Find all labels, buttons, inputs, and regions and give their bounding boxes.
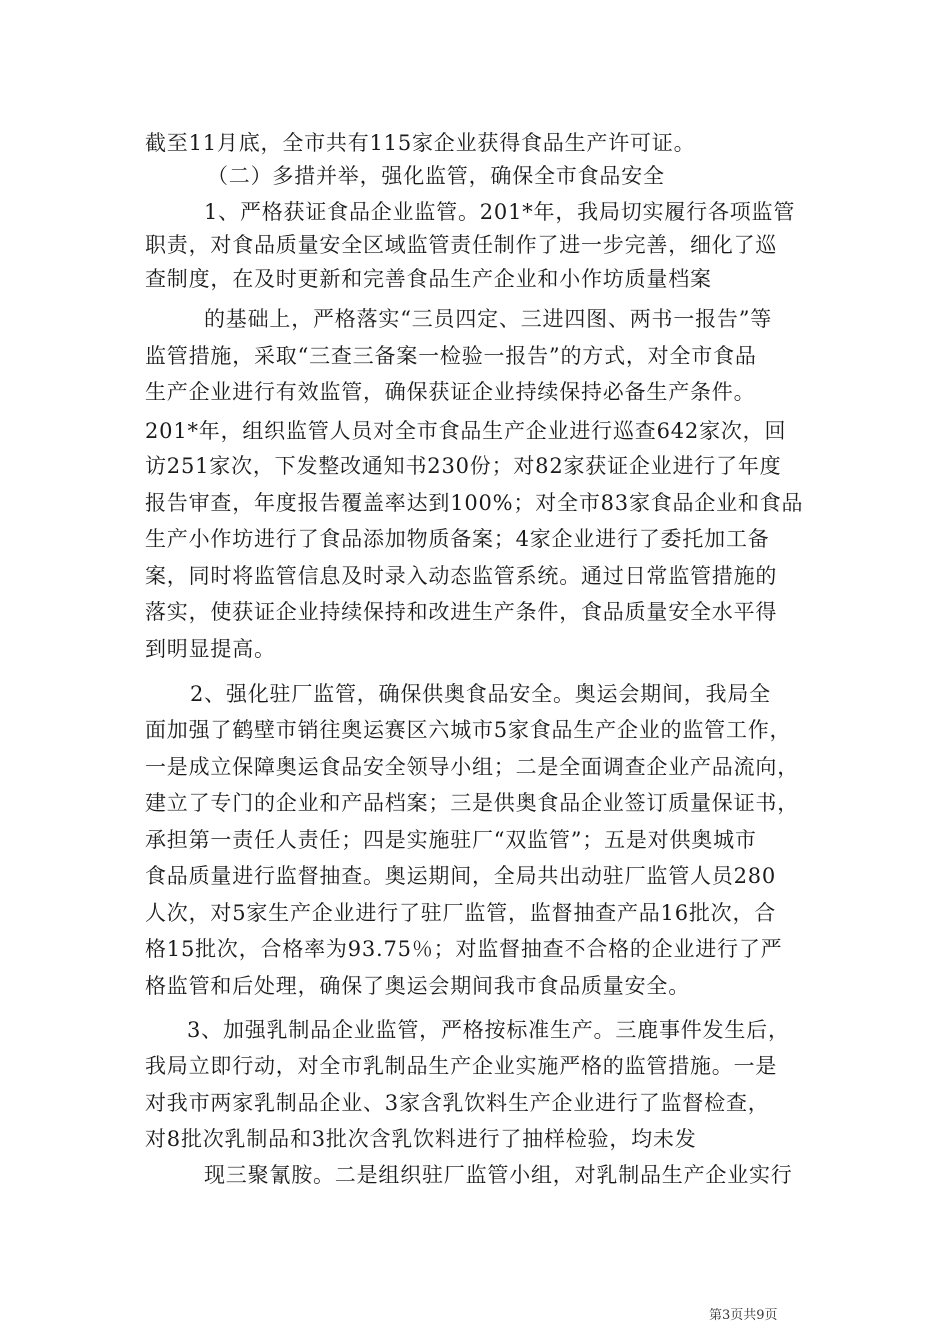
text-line: 报告审查，年度报告覆盖率达到100%；对全市83家食品企业和食品 [145, 491, 804, 515]
text-line: 职责，对食品质量安全区域监管责任制作了进一步完善，细化了巡 [145, 233, 778, 257]
text-line: 监管措施，采取“三查三备案一检验一报告”的方式，对全市食品 [145, 344, 757, 368]
text-line: 案，同时将监管信息及时录入动态监管系统。通过日常监管措施的 [145, 564, 778, 588]
text-line: 201*年，组织监管人员对全市食品生产企业进行巡查642家次，回 [145, 419, 787, 443]
text-line: 截至11月底，全市共有115家企业获得食品生产许可证。 [145, 131, 696, 155]
text-line: 建立了专门的企业和产品档案；三是供奥食品企业签订质量保证书， [145, 791, 799, 815]
text-line: 格15批次，合格率为93.75％；对监督抽查不合格的企业进行了严 [145, 937, 783, 961]
page-number: 第3页共9页 [709, 1308, 778, 1323]
text-line: 人次，对5家生产企业进行了驻厂监管，监督抽查产品16批次，合 [145, 901, 777, 925]
text-line: 1、严格获证食品企业监管。201*年，我局切实履行各项监管 [204, 200, 796, 224]
text-line: 2、强化驻厂监管，确保供奥食品安全。奥运会期间，我局全 [190, 682, 771, 706]
text-line: 落实，使获证企业持续保持和改进生产条件，食品质量安全水平得 [145, 600, 778, 624]
text-line: 3、加强乳制品企业监管，严格按标准生产。三鹿事件发生后， [187, 1018, 790, 1042]
text-line: 生产小作坊进行了食品添加物质备案；4家企业进行了委托加工备 [145, 527, 770, 551]
text-line: 我局立即行动，对全市乳制品生产企业实施严格的监管措施。一是 [145, 1054, 778, 1078]
section-heading: （二）多措并举，强化监管，确保全市食品安全 [207, 164, 665, 188]
text-line: 访251家次，下发整改通知书230份；对82家获证企业进行了年度 [145, 454, 782, 478]
text-line: 对我市两家乳制品企业、3家含乳饮料生产企业进行了监督检查， [145, 1091, 770, 1115]
text-line: 到明显提高。 [145, 637, 276, 661]
text-line: 查制度，在及时更新和完善食品生产企业和小作坊质量档案 [145, 267, 712, 291]
text-line: 生产企业进行有效监管，确保获证企业持续保持必备生产条件。 [145, 380, 756, 404]
text-line: 格监管和后处理，确保了奥运会期间我市食品质量安全。 [145, 974, 690, 998]
text-line: 承担第一责任人责任；四是实施驻厂“双监管”；五是对供奥城市 [145, 828, 757, 852]
text-line: 的基础上，严格落实“三员四定、三进四图、两书一报告”等 [204, 307, 773, 331]
text-line: 面加强了鹤壁市销往奥运赛区六城市5家食品生产企业的监管工作， [145, 718, 792, 742]
text-line: 现三聚氰胺。二是组织驻厂监管小组，对乳制品生产企业实行 [204, 1163, 793, 1187]
text-line: 对8批次乳制品和3批次含乳饮料进行了抽样检验，均未发 [145, 1127, 697, 1151]
text-line: 食品质量进行监督抽查。奥运期间，全局共出动驻厂监管人员280 [145, 864, 777, 888]
text-line: 一是成立保障奥运食品安全领导小组；二是全面调查企业产品流向， [145, 755, 799, 779]
